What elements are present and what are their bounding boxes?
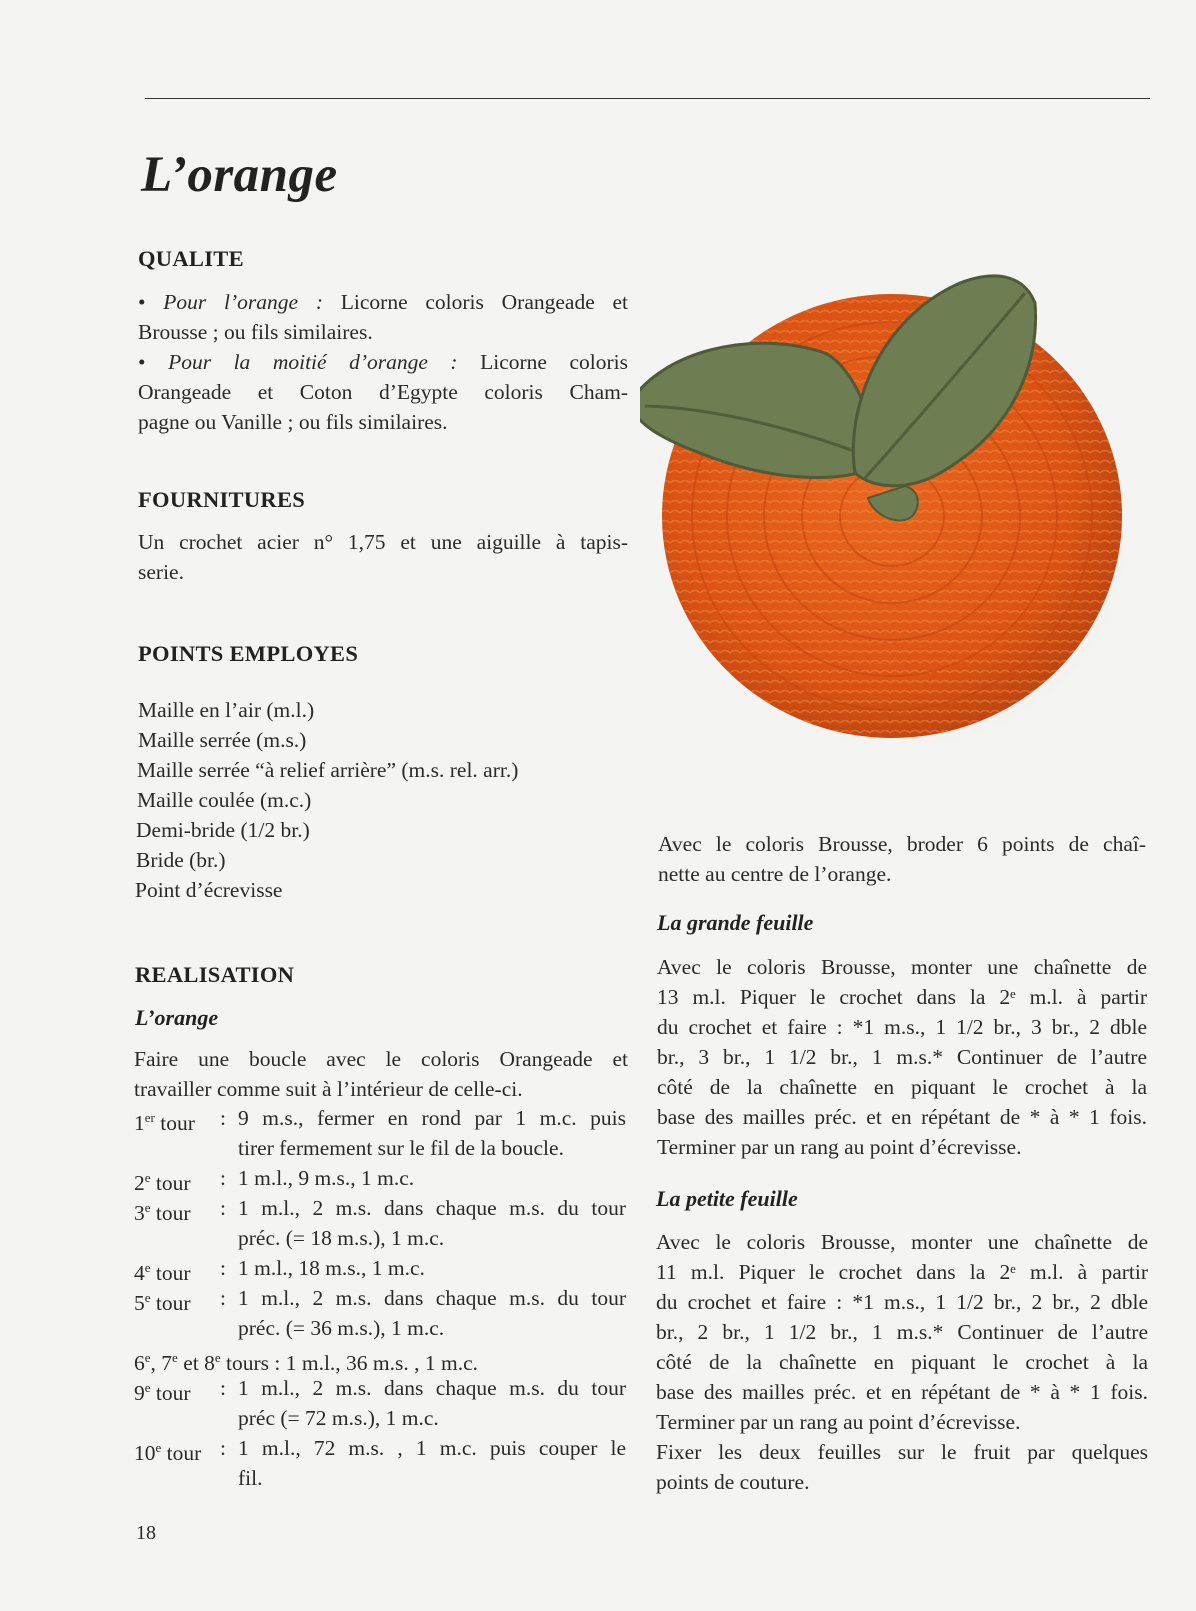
list-item: Maille serrée “à relief arrière” (m.s. rel. arr.) — [137, 758, 519, 782]
page-title: L’orange — [141, 147, 338, 203]
fournitures-text: Un crochet acier n° 1,75 et une aiguille à tapis- serie. — [138, 530, 628, 584]
orange-label: Pour l’orange : — [163, 290, 323, 314]
list-item: Maille en l’air (m.l.) — [138, 698, 315, 722]
crochet-orange-photo — [640, 258, 1160, 768]
petite-feuille-text: Avec le coloris Brousse, monter une chaînette de 11 m.l. Piquer le crochet dans la 2ᵉ m.l. à partir du crochet et faire : *1 m.s., 1 1/2 br., 2 br., 2 dble br., 2 br., 1 1/2 br., 1 m.s.* Continuer de l’autre côté de la chaînette en piquant le crochet à la base des mailles préc. et en répétant de * à * 1 fois. Terminer par un rang au point d’écrevisse. Fixer les deux feuilles sur le fruit par quelques points de couture. — [656, 1230, 1148, 1494]
fournitures-heading: FOURNITURES — [138, 487, 306, 512]
list-item: Demi-bride (1/2 br.) — [136, 818, 310, 842]
realisation-sub: L’orange — [135, 1005, 219, 1030]
realisation-intro: Faire une boucle avec le coloris Orangeade et travailler comme suit à l’intérieur de celle-ci. — [134, 1047, 628, 1101]
petite-feuille-heading: La petite feuille — [656, 1186, 798, 1211]
grande-feuille-heading: La grande feuille — [657, 910, 814, 935]
list-item: Point d’écrevisse — [135, 878, 283, 902]
realisation-heading: REALISATION — [135, 962, 295, 987]
grande-feuille-text: Avec le coloris Brousse, monter une chaînette de 13 m.l. Piquer le crochet dans la 2ᵉ m.l. à partir du crochet et faire : *1 m.s., 1 1/2 br., 3 br., 2 dble br., 3 br., 1 1/2 br., 1 m.s.* Continuer de l’autre côté de la chaînette en piquant le crochet à la base des mailles préc. et en répétant de * à * 1 fois. Terminer par un rang au point d’écrevisse. — [657, 955, 1147, 1159]
list-item: Maille coulée (m.c.) — [137, 788, 312, 812]
qualite-text: • Pour l’orange : Licorne coloris Orangeade et Brousse ; ou fils similaires. • Pour la moitié d’orange : Licorne coloris Orangeade et Coton d’Egypte coloris Cham- pagne ou Vanille ; ou fils similaires. — [138, 290, 629, 434]
qualite-heading: QUALITE — [138, 246, 244, 271]
moitie-label: Pour la moitié d’orange : — [168, 350, 458, 374]
points-heading: POINTS EMPLOYES — [138, 641, 359, 666]
list-item: Maille serrée (m.s.) — [138, 728, 307, 752]
list-item: Bride (br.) — [136, 848, 226, 872]
top-rule — [145, 98, 1150, 99]
page-number: 18 — [136, 1522, 156, 1544]
broder-text: Avec le coloris Brousse, broder 6 points de chaî- nette au centre de l’orange. — [658, 832, 1146, 886]
